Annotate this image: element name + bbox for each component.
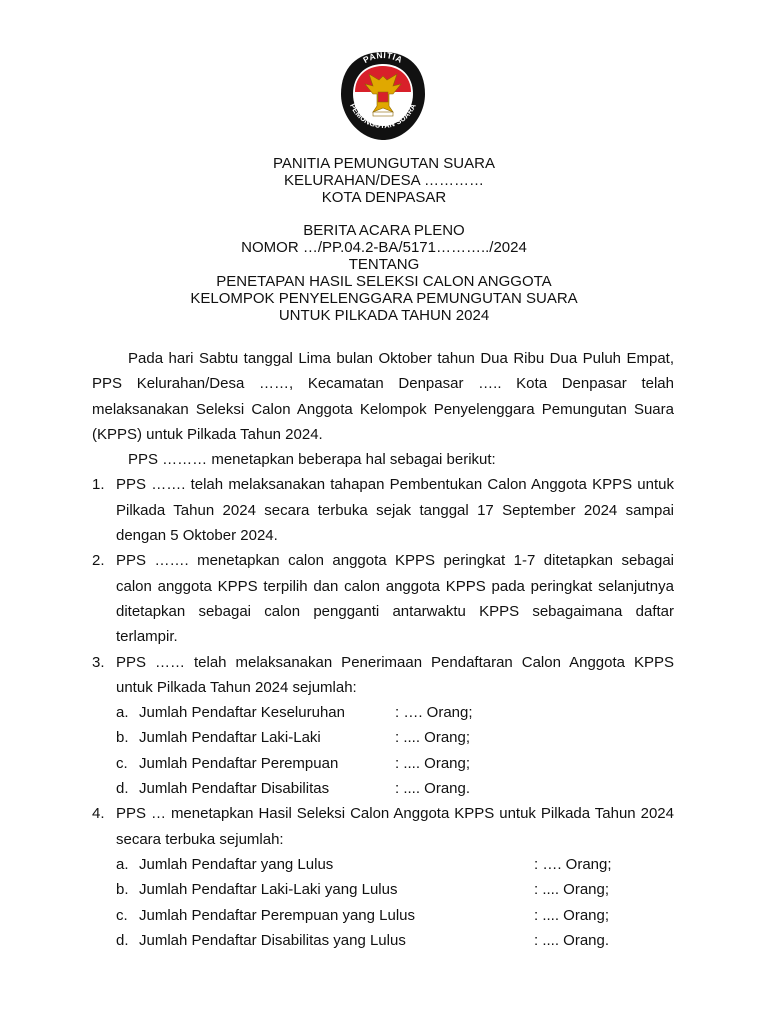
title-line-4: PENETAPAN HASIL SELEKSI CALON ANGGOTA xyxy=(216,273,552,290)
list-item xyxy=(92,548,674,649)
title-number: NOMOR …/PP.04.2-BA/5171………../2024 xyxy=(241,239,527,256)
sublist-item xyxy=(116,903,674,928)
list-item-text: PPS … menetapkan Hasil Seleksi Calon Anggota KPPS untuk Pilkada Tahun 2024 secara terbuka sejumlah: xyxy=(116,805,674,848)
list-item-number: 4. xyxy=(92,805,105,823)
title-line-3: TENTANG xyxy=(348,256,420,273)
header-line-village: KELURAHAN/DESA ………… xyxy=(283,172,485,189)
sublist-item-label: b. xyxy=(116,729,129,747)
sublist-item-label: a. xyxy=(116,855,129,873)
sublist-item-label: c. xyxy=(116,906,128,924)
sublist-item-label: d. xyxy=(116,931,129,949)
sublist-item-text: Jumlah Pendaftar Disabilitas xyxy=(139,780,330,798)
sublist-item-text: Jumlah Pendaftar Perempuan xyxy=(139,754,339,772)
sublist-item-label: d. xyxy=(116,780,129,798)
list-item-text: PPS ……. menetapkan calon anggota KPPS peringkat 1-7 ditetapkan sebagai calon anggota KPPS terpilih dan calon anggota KPPS pada peringkat selanjutnya ditetapkan sebagai calon pengganti antarwaktu KPPS sebagaimana daftar terlampir. xyxy=(116,552,674,646)
title-line-1: BERITA ACARA PLENO xyxy=(303,222,465,239)
sublist-item-value: : .... Orang; xyxy=(395,729,471,747)
sublist-item-value: : .... Orang. xyxy=(534,931,610,949)
logo-bottom-text: PEMUNGUTAN SUARA xyxy=(348,101,418,131)
sublist-item-value: : .... Orang; xyxy=(395,754,471,772)
list-item-number: 1. xyxy=(92,476,105,494)
sublist-item-text: Jumlah Pendaftar Perempuan yang Lulus xyxy=(139,906,416,924)
sublist-item-value: : …. Orang; xyxy=(534,855,612,873)
sublist-item xyxy=(116,700,674,725)
header-line-city: KOTA DENPASAR xyxy=(321,189,447,206)
sublist-item-text: Jumlah Pendaftar Disabilitas yang Lulus xyxy=(139,931,406,949)
sublist-item xyxy=(116,852,674,877)
sublist-item-value: : .... Orang; xyxy=(534,906,610,924)
sublist-item-text: Jumlah Pendaftar Laki-Laki yang Lulus xyxy=(139,881,398,899)
sublist-item-text: Jumlah Pendaftar Laki-Laki xyxy=(139,729,321,747)
list-item-text: PPS ……. telah melaksanakan tahapan Pembentukan Calon Anggota KPPS untuk Pilkada Tahun 2024 secara terbuka sejak tanggal 17 September 2024 sampai dengan 5 Oktober 2024. xyxy=(116,476,674,545)
sublist-item-label: b. xyxy=(116,881,129,899)
list-item xyxy=(92,472,674,548)
title-line-5: KELOMPOK PENYELENGGARA PEMUNGUTAN SUARA xyxy=(190,290,578,307)
sublist-item xyxy=(116,877,674,902)
sublist-item xyxy=(116,776,674,801)
decision-list xyxy=(92,472,674,953)
list-item-number: 2. xyxy=(92,552,105,570)
document-header xyxy=(0,155,768,206)
sublist-item-label: a. xyxy=(116,704,129,722)
pps-logo-emblem xyxy=(339,50,427,142)
sublist-item-value: : .... Orang. xyxy=(395,780,471,798)
lead-paragraph: PPS ……… menetapkan beberapa hal sebagai berikut: xyxy=(128,451,496,469)
intro-paragraph: Pada hari Sabtu tanggal Lima bulan Oktober tahun Dua Ribu Dua Puluh Empat, PPS Kelurahan/Desa ……, Kecamatan Denpasar ….. Kota Denpasar telah melaksanakan Seleksi Calon Anggota Kelompok Penyelenggara Pemungutan Suara (KPPS) untuk Pilkada Tahun 2024. xyxy=(92,350,674,443)
sublist-item xyxy=(116,725,674,750)
list-item-number: 3. xyxy=(92,653,105,671)
list-item xyxy=(92,650,674,802)
sublist-item-value: : .... Orang; xyxy=(534,881,610,899)
registration-sublist xyxy=(116,700,674,801)
list-item-text: PPS …… telah melaksanakan Penerimaan Pendaftaran Calon Anggota KPPS untuk Pilkada Tahun 2024 sejumlah: xyxy=(116,653,674,696)
title-line-6: UNTUK PILKADA TAHUN 2024 xyxy=(278,307,490,324)
sublist-item-text: Jumlah Pendaftar yang Lulus xyxy=(139,855,334,873)
sublist-item-value: : …. Orang; xyxy=(395,704,473,722)
logo-top-text: PANITIA xyxy=(361,50,405,66)
sublist-item-label: c. xyxy=(116,754,128,772)
selection-result-sublist xyxy=(116,852,674,953)
header-line-committee: PANITIA PEMUNGUTAN SUARA xyxy=(273,155,495,172)
sublist-item xyxy=(116,928,674,953)
document-title xyxy=(0,222,768,324)
document-body xyxy=(92,346,674,953)
sublist-item-text: Jumlah Pendaftar Keseluruhan xyxy=(139,704,345,722)
list-item xyxy=(92,801,674,953)
sublist-item xyxy=(116,751,674,776)
